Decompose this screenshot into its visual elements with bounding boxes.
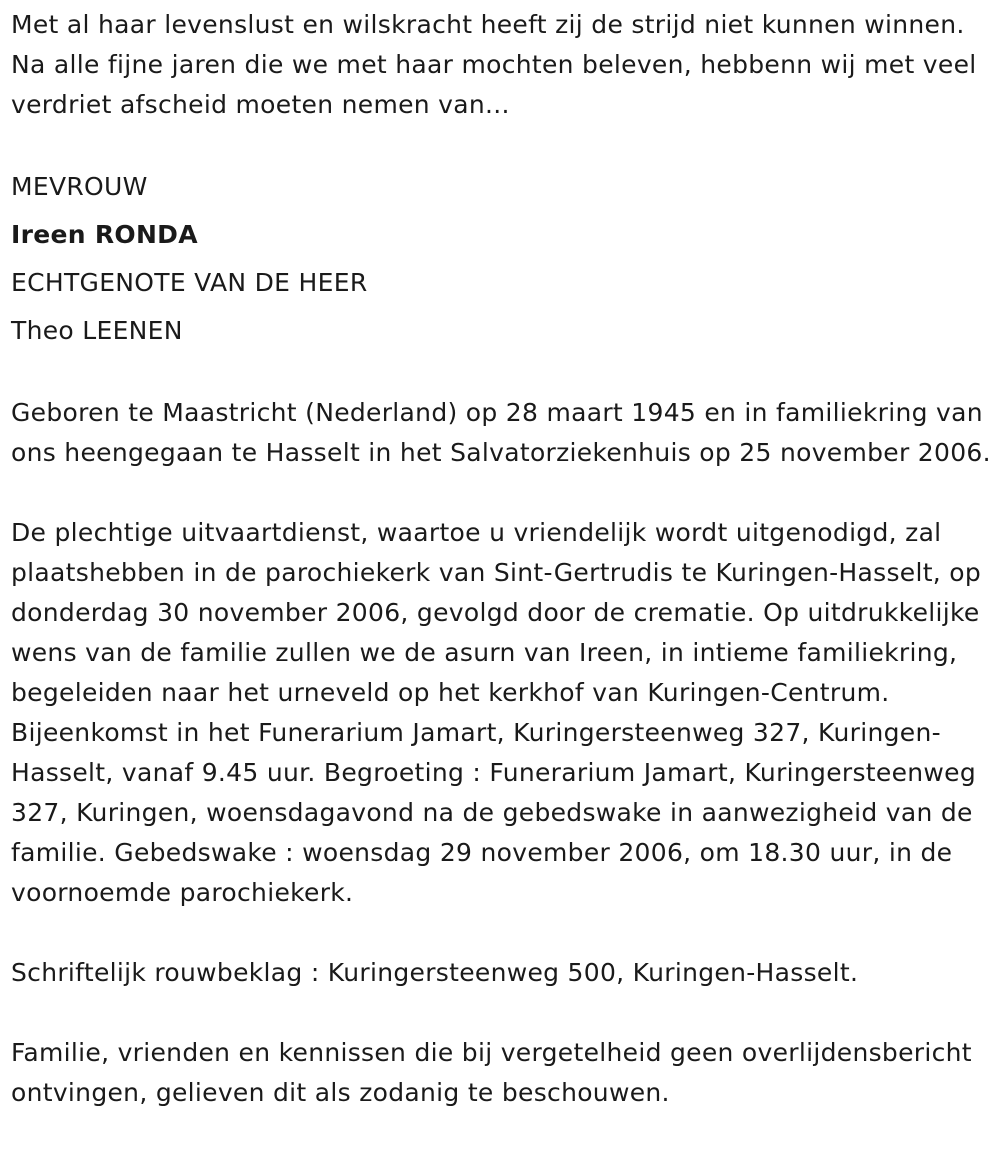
spacer — [11, 473, 991, 513]
service-paragraph: De plechtige uitvaartdienst, waartoe u vriendelijk wordt uitgenodigd, zal plaatshebben in de parochiekerk van Sint-Gertrudis te Kuringen-Hasselt, op donderdag 30 november 2006, gevolgd door de crematie. Op uitdrukkelijke wens van de familie zullen we de asurn van Ireen, in intieme familiekring, begeleiden naar het urneveld op het kerkhof van Kuringen-Centrum. Bijeenkomst in het Funerarium Jamart, Kuringersteenweg 327, Kuringen-Hasselt, vanaf 9.45 uur. Begroeting : Funerarium Jamart, Kuringersteenweg 327, Kuringen, woensdagavond na de gebedswake in aanwezigheid van de familie. Gebedswake : woensdag 29 november 2006, om 18.30 uur, in de voornoemde parochiekerk. — [11, 518, 982, 907]
condolences-paragraph: Schriftelijk rouwbeklag : Kuringersteenweg 500, Kuringen-Hasselt. — [11, 958, 859, 987]
spouse-name: Theo LEENEN — [11, 316, 183, 345]
intro-paragraph: Met al haar levenslust en wilskracht heeft zij de strijd niet kunnen winnen. Na alle fijne jaren die we met haar mochten beleven, hebbenn wij met veel verdriet afscheid moeten nemen van... — [11, 10, 977, 119]
closing-paragraph: Familie, vrienden en kennissen die bij vergetelheid geen overlijdensbericht ontvingen, gelieven dit als zodanig te beschouwen. — [11, 1038, 972, 1107]
deceased-title: MEVROUW — [11, 172, 148, 201]
deceased-relation: ECHTGENOTE VAN DE HEER — [11, 268, 368, 297]
spacer — [11, 993, 991, 1033]
spacer — [11, 125, 991, 163]
spacer — [11, 913, 991, 953]
birth-death-paragraph: Geboren te Maastricht (Nederland) op 28 maart 1945 en in familiekring van ons heengegaan te Hasselt in het Salvatorziekenhuis op 25 november 2006. — [11, 398, 991, 467]
obituary-notice — [11, 5, 991, 1113]
spacer — [11, 355, 991, 393]
deceased-name: Ireen RONDA — [11, 220, 198, 249]
